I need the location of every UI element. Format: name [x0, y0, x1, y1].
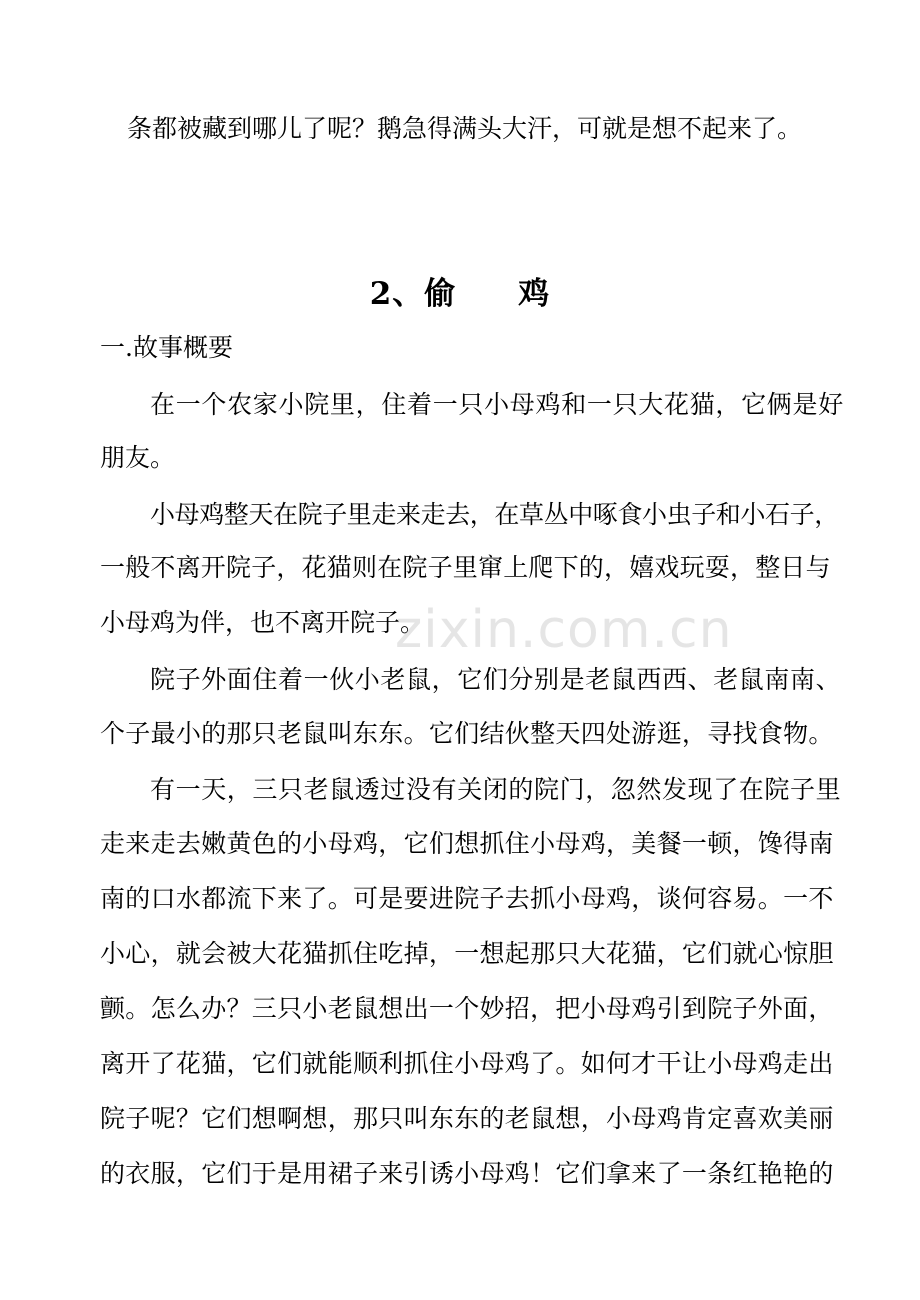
- paragraph-4-line-8: 的衣服，它们于是用裙子来引诱小母鸡！它们拿来了一条红艳艳的: [100, 1159, 834, 1188]
- story-title: [0, 276, 920, 312]
- paragraph-3-line-2: 个子最小的那只老鼠叫东东。它们结伙整天四处游逛，寻找食物。: [100, 719, 834, 748]
- paragraph-2-line-2: 一般不离开院子，花猫则在院子里窜上爬下的，嬉戏玩耍，整日与: [100, 553, 831, 582]
- paragraph-4-line-3: 南的口水都流下来了。可是要进院子去抓小母鸡，谈何容易。一不: [100, 884, 834, 913]
- continuation-line: 条都被藏到哪儿了呢？鹅急得满头大汗，可就是想不起来了。: [127, 114, 803, 143]
- paragraph-4-line-1: 有一天，三只老鼠透过没有关闭的院门，忽然发现了在院子里: [150, 775, 842, 804]
- paragraph-4-line-5: 颤。怎么办？三只小老鼠想出一个妙招，把小母鸡引到院子外面，: [100, 994, 834, 1023]
- paragraph-4-line-2: 走来走去嫩黄色的小母鸡，它们想抓住小母鸡，美餐一顿，馋得南: [100, 829, 834, 858]
- watermark: zixin.com.cn: [395, 600, 733, 660]
- paragraph-3-line-1: 院子外面住着一伙小老鼠，它们分别是老鼠西西、老鼠南南、: [150, 665, 842, 694]
- paragraph-2-line-3: 小母鸡为伴，也不离开院子。: [100, 608, 426, 637]
- section-heading: 一.故事概要: [100, 333, 233, 362]
- title-number-part: 2、偷: [369, 276, 457, 312]
- paragraph-4-line-7: 院子呢？它们想啊想，那只叫东东的老鼠想，小母鸡肯定喜欢美丽: [100, 1104, 834, 1133]
- paragraph-2-line-1: 小母鸡整天在院子里走来走去，在草丛中啄食小虫子和小石子，: [150, 500, 839, 529]
- paragraph-4-line-4: 小心，就会被大花猫抓住吃掉，一想起那只大花猫，它们就心惊胆: [100, 939, 834, 968]
- paragraph-1-line-2: 朋友。: [100, 443, 176, 472]
- paragraph-1-line-1: 在一个农家小院里，住着一只小母鸡和一只大花猫，它俩是好: [150, 390, 844, 419]
- title-second-char: 鸡: [518, 276, 551, 312]
- paragraph-4-line-6: 离开了花猫，它们就能顺利抓住小母鸡了。如何才干让小母鸡走出: [100, 1049, 834, 1078]
